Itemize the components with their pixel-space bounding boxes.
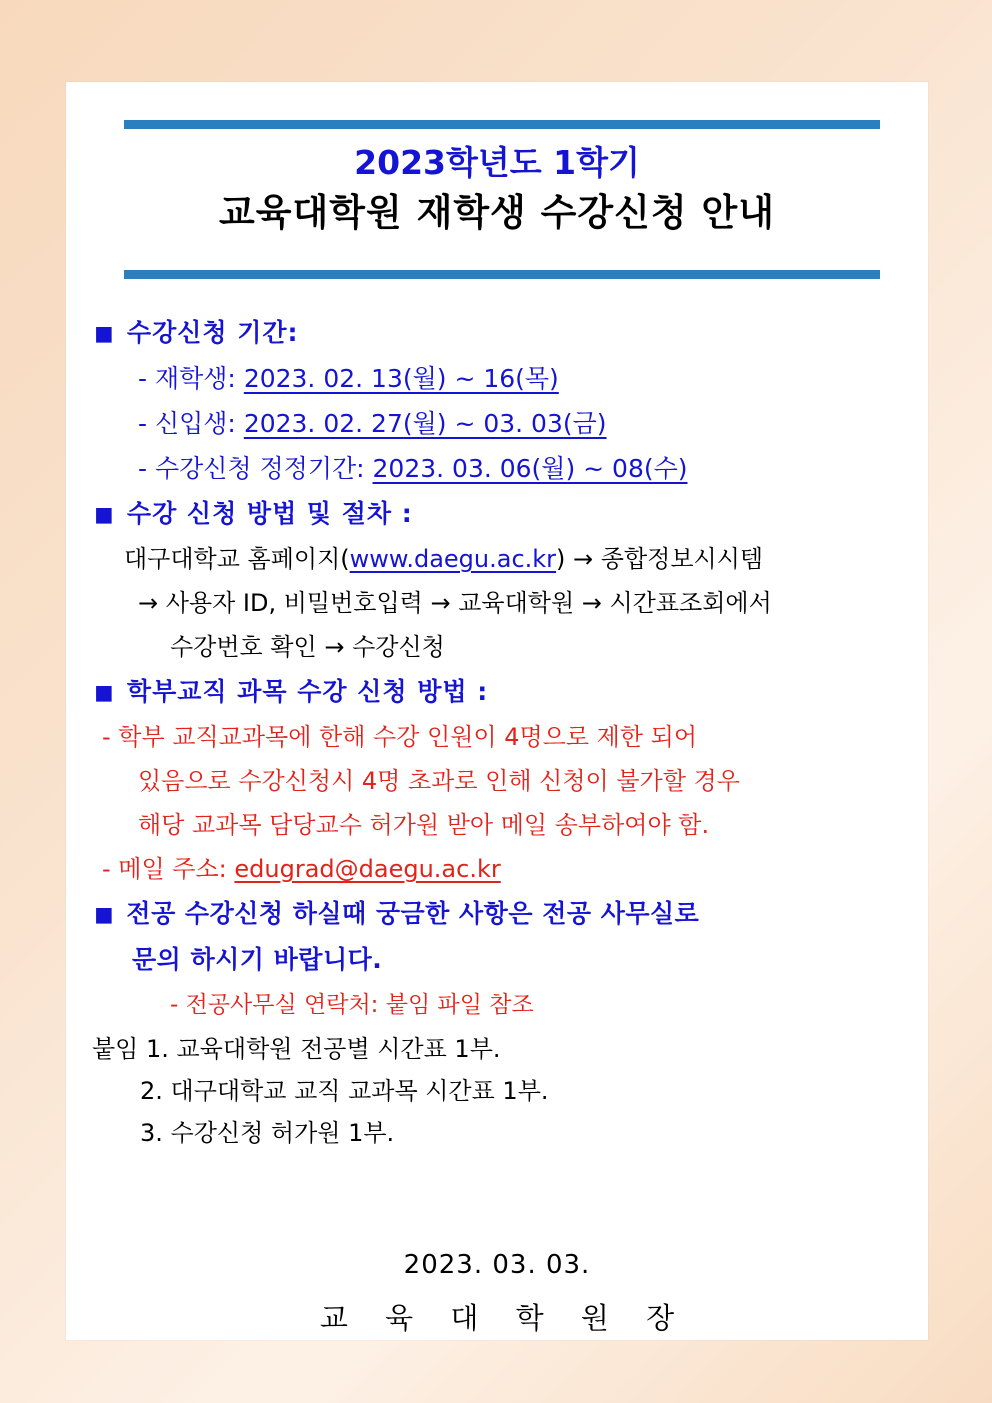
undergrad-warning-line-3: 해당 교과목 담당교수 허가원 받아 메일 송부하여야 함. — [138, 811, 710, 839]
period-item-current-dash: - — [138, 364, 148, 393]
mail-address-link[interactable]: edugrad@daegu.ac.kr — [234, 855, 501, 883]
square-bullet-icon: ◼ — [94, 319, 115, 347]
issue-date: 2023. 03. 03. — [403, 1250, 591, 1280]
period-item-correction-value: 2023. 03. 06(월) ~ 08(수) — [372, 454, 688, 483]
title-line-2: 교육대학원 재학생 수강신청 안내 — [218, 191, 776, 234]
homepage-link[interactable]: www.daegu.ac.kr — [349, 545, 557, 573]
period-item-current-label: 재학생: — [154, 364, 236, 393]
period-item-new-label: 신입생: — [154, 409, 236, 438]
notice-inner — [66, 82, 928, 1340]
period-item-new-value: 2023. 02. 27(월) ~ 03. 03(금) — [243, 409, 607, 438]
section-heading-method-label: 수강 신청 방법 및 절차 : — [126, 499, 413, 528]
period-item-current-value: 2023. 02. 13(월) ~ 16(목) — [243, 364, 559, 393]
attachment-line-1: 붙임 1. 교육대학원 전공별 시간표 1부. — [92, 1035, 501, 1063]
mail-address-line — [66, 847, 928, 891]
notice-page — [66, 82, 928, 1340]
section-heading-undergrad — [66, 669, 928, 715]
period-item-new-dash: - — [138, 409, 148, 438]
square-bullet-icon: ◼ — [94, 500, 115, 528]
page-title — [66, 140, 928, 240]
square-bullet-icon: ◼ — [94, 900, 115, 928]
signer-title: 교 육 대 학 원 장 — [319, 1301, 689, 1335]
undergrad-warning-line-1: - 학부 교직교과목에 한해 수강 인원이 4명으로 제한 되어 — [102, 723, 698, 751]
section-heading-period — [66, 310, 928, 356]
attachment-line-3: 3. 수강신청 허가원 1부. — [140, 1119, 395, 1147]
undergrad-warning-line-2: 있음으로 수강신청시 4명 초과로 인해 신청이 불가할 경우 — [138, 767, 740, 795]
header-rule-bottom — [124, 270, 880, 279]
section-heading-inquiry — [66, 891, 928, 937]
inquiry-contact-line: - 전공사무실 연락처: 붙임 파일 참조 — [170, 992, 534, 1018]
title-line-1: 2023학년도 1학기 — [354, 143, 640, 182]
notice-body — [66, 310, 928, 1154]
attachment-line-2: 2. 대구대학교 교직 교과목 시간표 1부. — [140, 1077, 549, 1105]
period-item-current — [66, 356, 928, 401]
method-step-line-1 — [66, 537, 928, 581]
method-step-1-post: ) → 종합정보시시템 — [556, 545, 764, 573]
notice-footer — [66, 1242, 928, 1348]
header-rule-top — [124, 120, 880, 129]
method-step-line-3: 수강번호 확인 → 수강신청 — [170, 633, 445, 661]
period-item-correction — [66, 446, 928, 491]
mail-address-label: - 메일 주소: — [102, 855, 227, 883]
method-step-line-2: → 사용자 ID, 비밀번호입력 → 교육대학원 → 시간표조회에서 — [138, 589, 772, 617]
section-heading-inquiry-label: 전공 수강신청 하실때 궁금한 사항은 전공 사무실로 — [126, 899, 700, 928]
period-item-correction-dash: - — [138, 454, 148, 483]
inquiry-line-2: 문의 하시기 바랍니다. — [132, 945, 383, 974]
section-heading-undergrad-label: 학부교직 과목 수강 신청 방법 : — [126, 677, 489, 706]
period-item-new — [66, 401, 928, 446]
square-bullet-icon: ◼ — [94, 678, 115, 706]
period-item-correction-label: 수강신청 정정기간: — [154, 454, 365, 483]
section-heading-period-label: 수강신청 기간: — [126, 318, 299, 347]
method-step-1-pre: 대구대학교 홈페이지( — [124, 545, 350, 573]
section-heading-method — [66, 491, 928, 537]
